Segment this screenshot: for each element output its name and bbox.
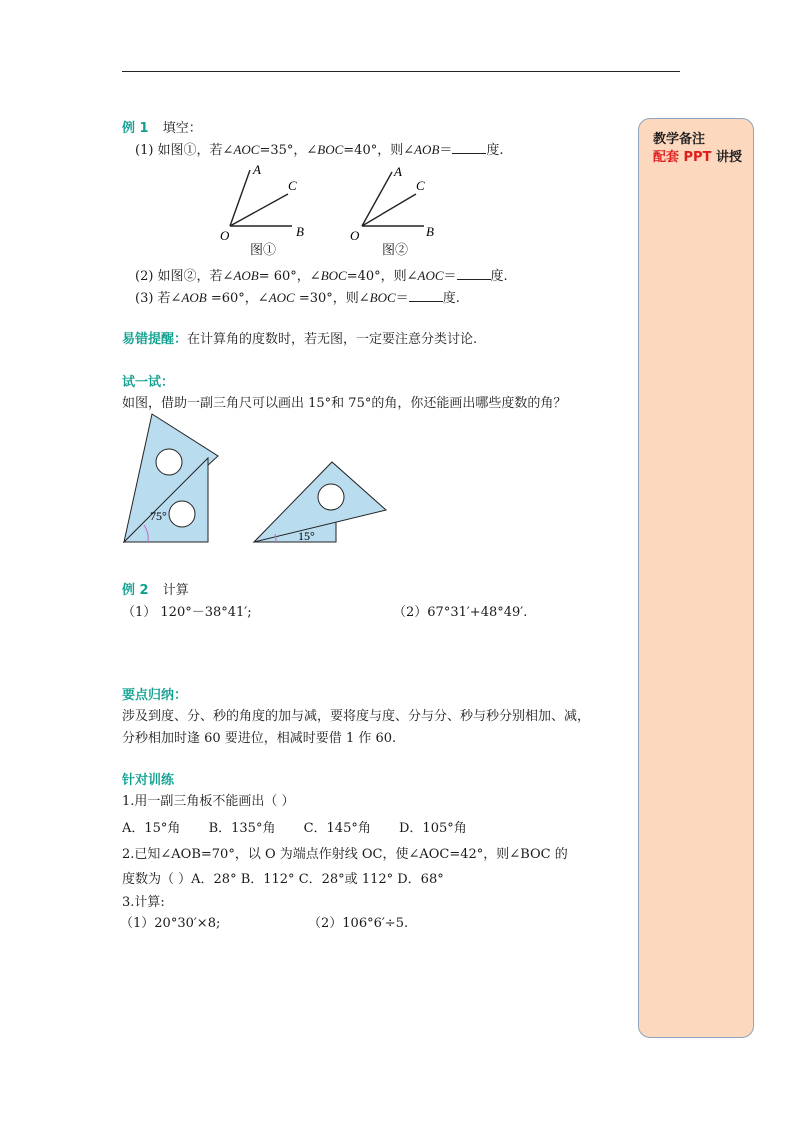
label-b-2: B [426,224,434,239]
example1-text: 填空： [162,121,202,136]
answer-blank [409,289,443,302]
practice-q2-line2: 度数为（ ）A．28° B．112° C．28°或 112° D．68° [122,872,444,887]
option-b: B．135°角 [208,821,276,836]
practice-q2-line1: 2.已知∠AOB=70°，以 O 为端点作射线 OC，使∠AOC=42°，则∠BOC 的 [122,847,568,862]
example2-part1: （1） 120°－38°41′; [122,605,252,620]
figure2-caption: 图② [382,243,409,258]
example1-q2: (2) 如图②，若∠AOB= 60°，∠BOC=40°，则∠AOC＝ 度. [135,268,508,284]
label-c-2: C [416,178,425,193]
tip-heading: 易错提醒： [122,332,188,347]
example1-q3: (3) 若∠AOB =60°，∠AOC =30°，则∠BOC＝ 度. [135,290,460,306]
tip-line [122,330,477,350]
teaching-notes-sidebar [638,118,754,1038]
label-o: O [220,228,230,243]
option-d: D．105°角 [399,821,467,836]
option-c: C．145°角 [303,821,371,836]
figure1-caption: 图① [250,243,277,258]
answer-blank [457,267,491,280]
option-a: A．15°角 [122,821,181,836]
sidebar-title: 教学备注 [653,132,706,147]
example2-heading [122,581,189,601]
practice-q3-part2: （2）106°6′÷5. [308,916,409,931]
label-c: C [288,178,297,193]
set-square-hole [169,501,195,527]
sidebar-lecture: 讲授 [715,150,742,165]
example1-heading [122,119,202,139]
try-heading: 试一试： [122,375,175,390]
try-text: 如图，借助一副三角尺可以画出 15°和 75°的角，你还能画出哪些度数的角？ [122,396,567,411]
sidebar-ppt: 配套 PPT [653,150,712,165]
angle-75-label: 75° [150,509,167,523]
answer-blank [452,141,486,154]
label-o-2: O [350,228,360,243]
practice-q3: 3.计算: [122,895,165,910]
angle-15-label: 15° [298,529,315,543]
sidebar-notes [653,131,745,167]
practice-q1: 1.用一副三角板不能画出（ ） [122,794,295,809]
tip-text: 在计算角的度数时，若无图，一定要注意分类讨论. [187,332,478,347]
summary-line2: 分秒相加时逢 60 要进位，相减时要借 1 作 60. [122,731,397,746]
triangle-rulers-figure [120,410,400,546]
summary-line1: 涉及到度、分、秒的角度的加与减，要将度与度、分与分、秒与秒分别相加、减， [122,709,591,724]
practice-heading: 针对训练 [122,773,175,788]
example1-q1: (1) 如图①，若∠AOC=35°，∠BOC=40°，则∠AOB＝ 度. [135,142,504,158]
set-square-hole [156,449,182,475]
header-rule [122,71,680,72]
practice-q3-part1: （1）20°30′×8; [120,916,221,931]
label-b: B [296,224,304,239]
practice-q1-options [122,819,467,839]
angle-figures [210,160,450,260]
label-a-2: A [394,164,402,179]
figure-1 [220,162,304,243]
set-square-hole [318,484,344,510]
example2-label: 例 2 [122,583,149,598]
label-a: A [253,162,261,177]
example2-part2: （2）67°31′+48°49′. [393,605,528,620]
summary-heading: 要点归纳： [122,688,188,703]
example1-label: 例 1 [122,121,149,136]
figure-2 [350,164,434,243]
example2-text: 计算 [162,583,189,598]
